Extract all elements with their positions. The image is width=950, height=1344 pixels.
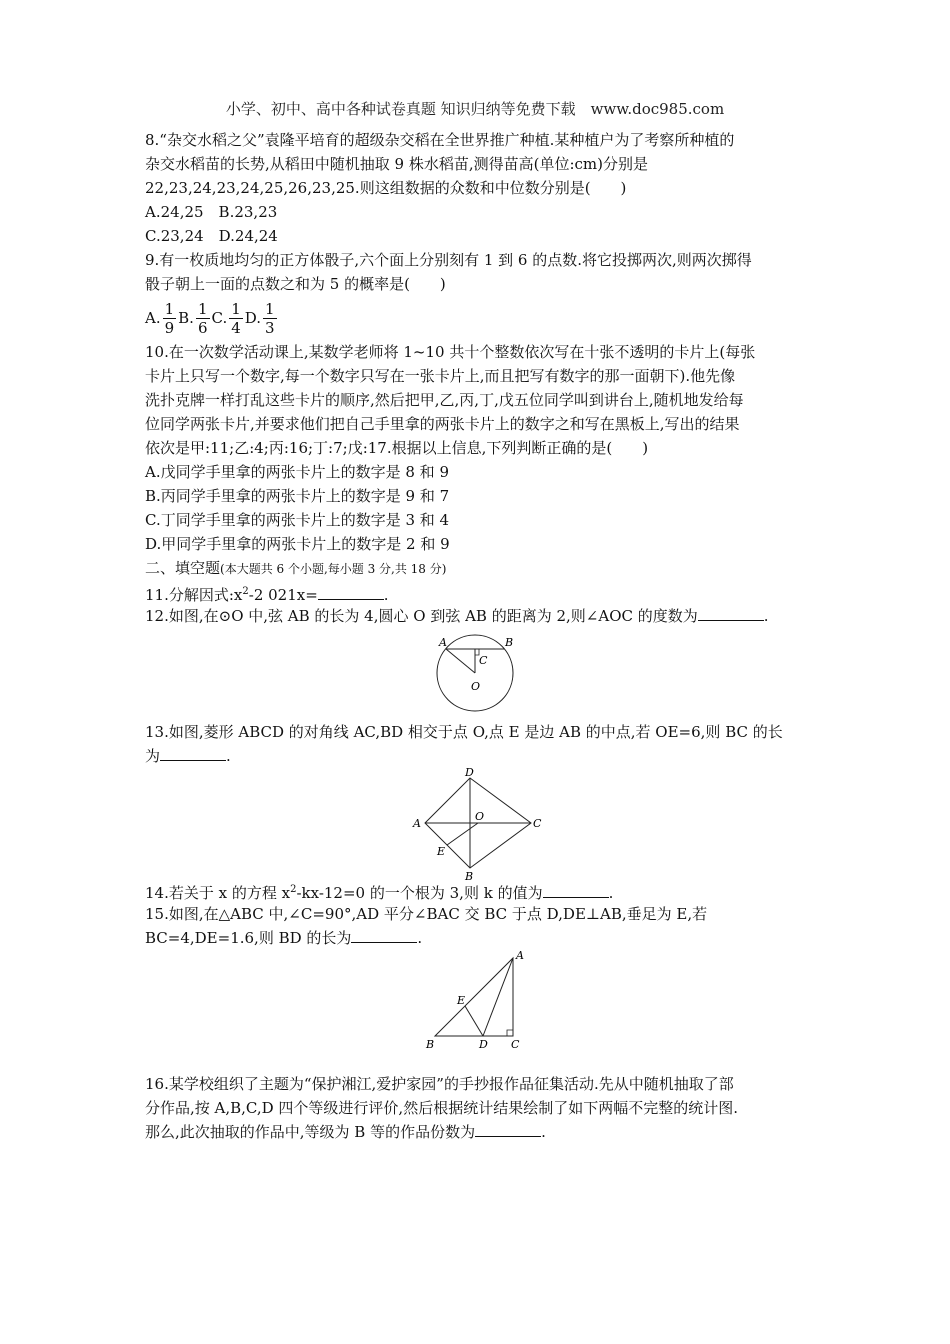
question-15-cont: BC=4,DE=1.6,则 BD 的长为 . xyxy=(145,929,423,947)
answer-blank[interactable] xyxy=(698,606,764,621)
svg-text:E: E xyxy=(457,994,466,1007)
question-14: 14.若关于 x 的方程 $x^2-kx-12=0$ 的一个根为 3,则 k 的值为 . xyxy=(145,884,614,902)
fraction: $\frac{1}{4}$ xyxy=(231,299,241,337)
question-12: 12.如图,在⊙O 中,弦 AB 的长为 4,圆心 O 到弦 AB 的距离为 2,则∠AOC 的度数为 . xyxy=(145,607,769,625)
q9-option-label: C. xyxy=(211,309,228,327)
question-13: 13.如图,菱形 ABCD 的对角线 AC,BD 相交于点 O,点 E 是边 AB 的中点,若 OE=6,则 BC 的长 xyxy=(145,723,783,741)
answer-blank[interactable] xyxy=(160,746,226,761)
q10-line: 卡片上只写一个数字,每一个数字只写在一张卡片上,而且把写有数字的那一面朝下).他先像 xyxy=(145,367,736,385)
question-8 xyxy=(145,128,805,248)
question-11: 11.分解因式$:x^2-2$ 021x= . xyxy=(145,586,389,604)
svg-text:C: C xyxy=(511,1038,520,1051)
svg-text:D: D xyxy=(465,766,474,779)
q9-line: 骰子朝上一面的点数之和为 5 的概率是( ) xyxy=(145,275,446,293)
label-c: C xyxy=(479,654,488,667)
question-13-cont: 为 . xyxy=(145,747,231,765)
label-o: O xyxy=(471,680,481,693)
section-title xyxy=(145,556,805,580)
question-16: 16.某学校组织了主题为“保护湘江,爱护家园”的手抄报作品征集活动.先从中随机抽取了部 xyxy=(145,1075,734,1093)
fraction: $\frac{1}{3}$ xyxy=(265,299,275,337)
fraction: $\frac{1}{6}$ xyxy=(197,299,208,337)
q10-option: D.甲同学手里拿的两张卡片上的数字是 2 和 9 xyxy=(145,535,450,553)
triangle-diagram xyxy=(145,949,805,1051)
svg-text:E: E xyxy=(437,845,446,858)
q10-line: 位同学两张卡片,并要求他们把自己手里拿的两张卡片上的数字之和写在黑板上,写出的结果 xyxy=(145,415,740,433)
svg-text:D: D xyxy=(479,1038,488,1051)
svg-text:B: B xyxy=(426,1038,435,1051)
figure-rhombus xyxy=(145,766,805,883)
q8-line: 8.“杂交水稻之父”袁隆平培育的超级杂交稻在全世界推广种植.某种植户为了考察所种植的 xyxy=(145,131,735,149)
q8-line: 杂交水稻苗的长势,从稻田中随机抽取 9 株水稻苗,测得苗高(单位:cm)分别是 xyxy=(145,155,649,173)
q10-option: A.戊同学手里拿的两张卡片上的数字是 8 和 9 xyxy=(145,463,449,481)
label-a: A xyxy=(439,636,447,649)
fraction: $\frac{1}{9}$ xyxy=(164,299,175,337)
circle-diagram xyxy=(145,628,805,712)
q10-line: 依次是甲:11;乙:4;丙:16;丁:7;戊:17.根据以上信息,下列判断正确的是( ) xyxy=(145,439,649,457)
question-9 xyxy=(145,248,805,340)
section-note: (本大题共 6 个小题,每小题 3 分,共 18 分) xyxy=(220,562,447,576)
q10-option: B.丙同学手里拿的两张卡片上的数字是 9 和 7 xyxy=(145,487,450,505)
rhombus-diagram xyxy=(145,766,805,883)
q8-options-ab: A.24,25 B.23,23 xyxy=(145,203,278,221)
q9-option-label: A. xyxy=(145,309,161,327)
svg-text:C: C xyxy=(533,817,542,830)
answer-blank[interactable] xyxy=(318,585,384,600)
question-16: 分作品,按 A,B,C,D 四个等级进行评价,然后根据统计结果绘制了如下两幅不完整的统计图. xyxy=(145,1099,738,1117)
answer-blank[interactable] xyxy=(475,1122,541,1137)
svg-text:O: O xyxy=(475,810,485,823)
page-header: 小学、初中、高中各种试卷真题 知识归纳等免费下载 www.doc985.com xyxy=(225,100,725,118)
question-10 xyxy=(145,340,805,556)
answer-blank[interactable] xyxy=(543,883,609,898)
question-16-cont: 那么,此次抽取的作品中,等级为 B 等的作品份数为 . xyxy=(145,1123,546,1141)
q9-option-label: B. xyxy=(178,309,194,327)
q8-options-cd: C.23,24 D.24,24 xyxy=(145,227,278,245)
q10-option: C.丁同学手里拿的两张卡片上的数字是 3 和 4 xyxy=(145,511,450,529)
section-heading: 二、填空题 xyxy=(145,559,221,577)
svg-text:B: B xyxy=(465,870,474,883)
content xyxy=(145,128,805,1144)
q8-line: 22,23,24,23,24,25,26,23,25.则这组数据的众数和中位数分别是( ) xyxy=(145,179,627,197)
answer-blank[interactable] xyxy=(351,928,417,943)
q9-options xyxy=(145,296,805,340)
question-15: 15.如图,在△ABC 中,∠C=90°,AD 平分∠BAC 交 BC 于点 D,DE⊥AB,垂足为 E,若 xyxy=(145,905,708,923)
figure-circle xyxy=(145,628,805,712)
figure-triangle xyxy=(145,949,805,1051)
q10-line: 10.在一次数学活动课上,某数学老师将 1~10 共十个整数依次写在十张不透明的卡片上(每张 xyxy=(145,343,756,361)
svg-text:A: A xyxy=(413,817,421,830)
label-b: B xyxy=(505,636,514,649)
q10-line: 洗扑克牌一样打乱这些卡片的顺序,然后把甲,乙,丙,丁,戊五位同学叫到讲台上,随机地发给每 xyxy=(145,391,744,409)
q9-line: 9.有一枚质地均匀的正方体骰子,六个面上分别刻有 1 到 6 的点数.将它投掷两次,则两次掷得 xyxy=(145,251,752,269)
q9-option-label: D. xyxy=(244,309,262,327)
svg-text:A: A xyxy=(516,949,524,962)
